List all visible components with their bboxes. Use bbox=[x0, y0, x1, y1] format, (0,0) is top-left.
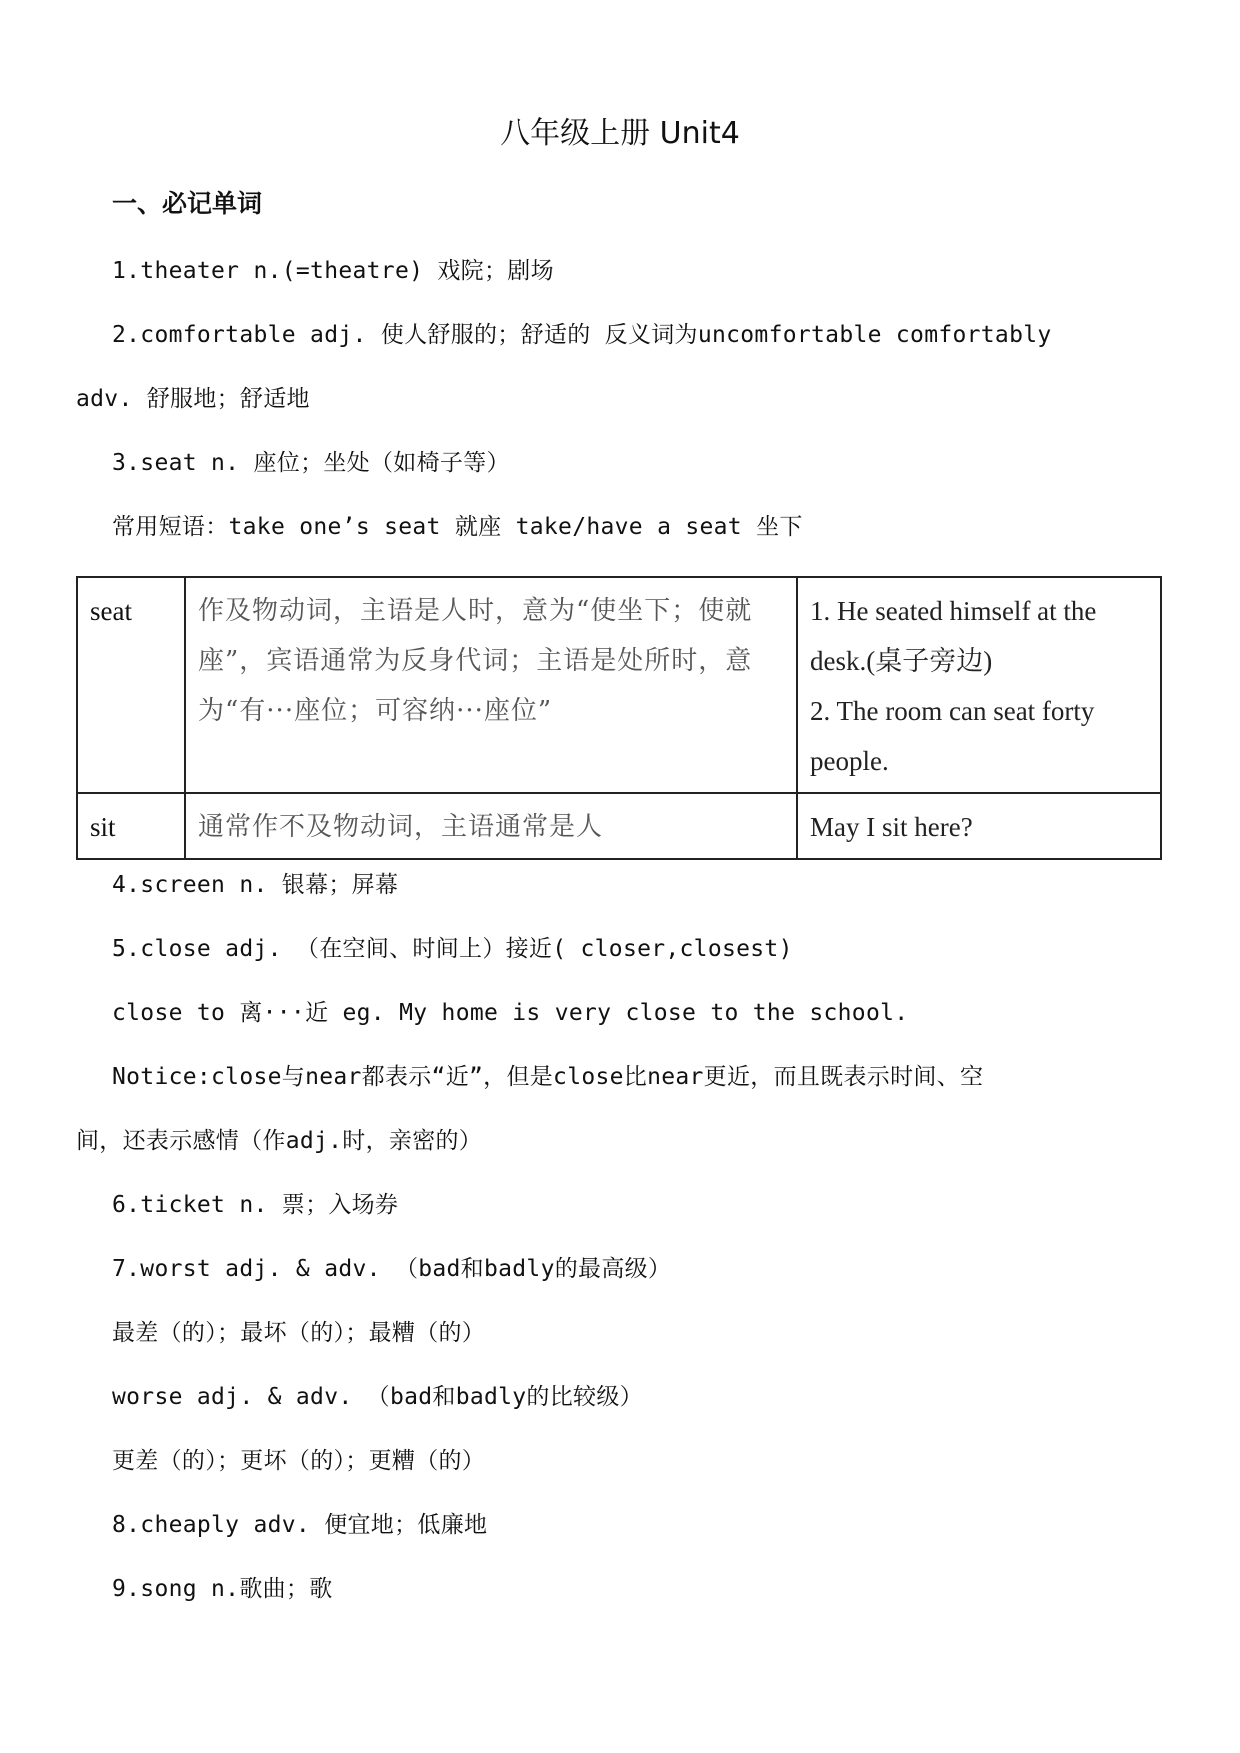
example-sentence: 2. The room can seat forty people. bbox=[810, 696, 1095, 776]
entry-close-notice: Notice:close与near都表示“近”，但是close比near更近，而且既表示时间、空 bbox=[112, 1064, 984, 1090]
table-cell-explanation: 作及物动词，主语是人时，意为“使坐下；使就座”，宾语通常为反身代词；主语是处所时，意为“有···座位；可容纳···座位” bbox=[185, 577, 797, 793]
entry-worse-meaning: 更差（的）；更坏（的）；更糟（的） bbox=[112, 1448, 486, 1474]
example-sentence: 1. He seated himself at the desk.(桌子旁边) bbox=[810, 596, 1097, 676]
entry-worst-meaning: 最差（的）；最坏（的）；最糟（的） bbox=[112, 1320, 486, 1346]
seat-sit-comparison-table bbox=[76, 576, 1162, 860]
section-heading: 一、必记单词 bbox=[112, 189, 263, 218]
entry-close-notice-cont: 间，还表示感情（作adj.时，亲密的） bbox=[76, 1128, 483, 1154]
table-row bbox=[77, 577, 1161, 793]
entry-close: 5.close adj. （在空间、时间上）接近( closer,closest) bbox=[112, 936, 793, 962]
entry-ticket: 6.ticket n. 票；入场券 bbox=[112, 1192, 399, 1218]
table-cell-examples bbox=[797, 577, 1161, 793]
table-row bbox=[77, 793, 1161, 859]
entry-theater: 1.theater n.(=theatre) 戏院；剧场 bbox=[112, 258, 554, 284]
entry-cheaply: 8.cheaply adv. 便宜地；低廉地 bbox=[112, 1512, 488, 1538]
table-cell-word: seat bbox=[77, 577, 185, 793]
entry-song: 9.song n.歌曲；歌 bbox=[112, 1576, 333, 1602]
entry-seat: 3.seat n. 座位；坐处（如椅子等） bbox=[112, 450, 510, 476]
page-title: 八年级上册 Unit4 bbox=[500, 116, 740, 151]
entry-worst: 7.worst adj. & adv. （bad和badly的最高级） bbox=[112, 1256, 672, 1282]
entry-seat-phrases: 常用短语：take one’s seat 就座 take/have a seat 坐下 bbox=[112, 514, 803, 540]
entry-close-example: close to 离···近 eg. My home is very close to the school. bbox=[112, 1000, 909, 1026]
table-cell-word: sit bbox=[77, 793, 185, 859]
entry-screen: 4.screen n. 银幕；屏幕 bbox=[112, 872, 399, 898]
table-cell-examples bbox=[797, 793, 1161, 859]
table-cell-explanation: 通常作不及物动词，主语通常是人 bbox=[185, 793, 797, 859]
entry-worse: worse adj. & adv. （bad和badly的比较级） bbox=[112, 1384, 643, 1410]
entry-comfortable: 2.comfortable adj. 使人舒服的；舒适的 反义词为uncomfortable comfortably bbox=[112, 322, 1052, 348]
entry-comfortable-cont: adv. 舒服地；舒适地 bbox=[76, 386, 310, 412]
example-sentence: May I sit here? bbox=[810, 812, 973, 842]
